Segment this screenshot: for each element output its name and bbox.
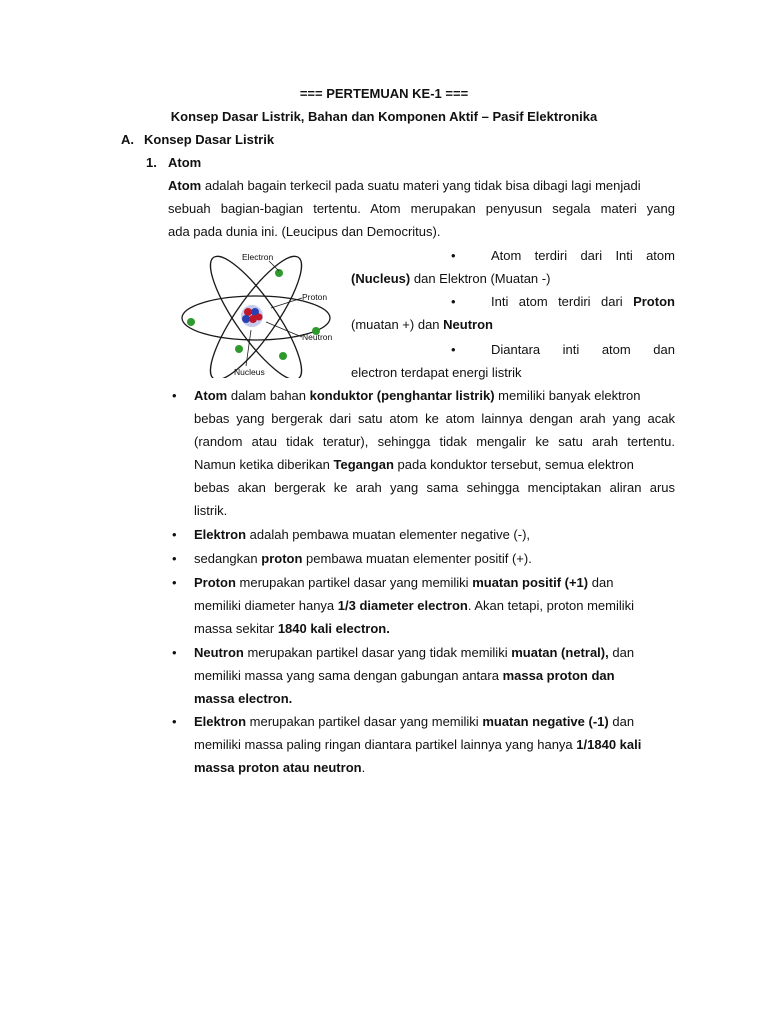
intro-atom-bold: Atom	[168, 178, 202, 193]
nucleus-bold: (Nucleus)	[351, 271, 411, 286]
t: Namun ketika diberikan	[194, 457, 330, 472]
b: Elektron	[194, 527, 247, 542]
b: konduktor (penghantar listrik)	[309, 388, 495, 403]
bullet-1-line-2: bebas yang bergerak dari satu atom ke atom lainnya dengan arah yang acak	[194, 411, 675, 426]
b: muatan positif (+1)	[472, 575, 589, 590]
side-bullet-3-line-1	[491, 341, 675, 359]
electron-dot-1	[275, 269, 283, 277]
bullet-4-line-2	[194, 597, 675, 615]
t: merupakan partikel dasar yang memiliki	[239, 575, 469, 590]
b: muatan negative (-1)	[482, 714, 609, 729]
electron-dot-5	[235, 345, 243, 353]
t: memiliki massa paling ringan diantara partikel lainnya yang hanya	[194, 737, 573, 752]
neutron-bold: Neutron	[443, 317, 493, 332]
t: merupakan partikel dasar yang tidak memiliki	[247, 645, 508, 660]
t: dan Elektron (Muatan -)	[413, 271, 551, 286]
t: sedangkan	[194, 551, 258, 566]
side-bullet-3-dot: •	[451, 342, 456, 357]
b: Atom	[194, 388, 228, 403]
section-title: Konsep Dasar Listrik	[144, 132, 275, 147]
bullet-4-line-3	[194, 620, 390, 638]
w: dan	[653, 342, 675, 357]
nucleus	[241, 305, 263, 327]
page-subtitle: Konsep Dasar Listrik, Bahan dan Komponen Aktif – Pasif Elektronika	[170, 109, 598, 124]
b: Neutron	[194, 645, 244, 660]
w: dari	[580, 248, 603, 263]
b: Proton	[194, 575, 236, 590]
w: Diantara	[491, 342, 541, 357]
bullet-3-line-1	[194, 550, 532, 568]
t: pada konduktor tersebut, semua elektron	[397, 457, 634, 472]
intro-line-1	[168, 177, 675, 195]
electron-dot-2	[187, 318, 195, 326]
t: pembawa muatan elementer positif (+).	[306, 551, 532, 566]
side-bullet-3-line-2: electron terdapat energi listrik	[351, 365, 522, 380]
t: .	[361, 760, 366, 775]
side-bullet-2-line-1	[491, 293, 675, 311]
bullet-1-line-1	[194, 387, 675, 405]
b: muatan (netral),	[511, 645, 609, 660]
b: massa proton dan	[502, 668, 615, 683]
bullet-6-dot: •	[172, 714, 177, 729]
label-neutron: Neutron	[302, 332, 333, 342]
t: dan	[612, 645, 635, 660]
w: dari	[600, 294, 623, 309]
leader-line-nucleus	[246, 330, 251, 366]
subsection-title: Atom	[168, 155, 202, 170]
bullet-2-line-1	[194, 526, 530, 544]
w: Atom	[491, 248, 522, 263]
side-bullet-2-dot: •	[451, 294, 456, 309]
bullet-6-line-1	[194, 713, 675, 731]
t: memiliki massa yang sama dengan gabungan antara	[194, 668, 499, 683]
b: 1/1840 kali	[576, 737, 642, 752]
bullet-1-dot: •	[172, 388, 177, 403]
bullet-5-line-1	[194, 644, 675, 662]
t: dan	[612, 714, 635, 729]
proton-bold: Proton	[633, 294, 675, 309]
label-proton: Proton	[302, 292, 328, 302]
w: terdiri	[558, 294, 591, 309]
proton-ball-1	[244, 308, 252, 316]
bullet-6-line-2	[194, 736, 675, 754]
intro-line-3: ada pada dunia ini. (Leucipus dan Democritus).	[168, 224, 441, 239]
t: . Akan tetapi, proton memiliki	[467, 598, 635, 613]
b: massa proton atau neutron	[194, 760, 362, 775]
subsection-number: 1.	[146, 155, 157, 170]
b: 1840 kali electron.	[277, 621, 390, 636]
t: dan	[591, 575, 614, 590]
bullet-4-dot: •	[172, 575, 177, 590]
t: adalah pembawa muatan elementer negative (-),	[249, 527, 531, 542]
t: merupakan partikel dasar yang memiliki	[249, 714, 479, 729]
bullet-4-line-1	[194, 574, 675, 592]
atom-diagram	[176, 246, 346, 378]
w: inti	[562, 342, 580, 357]
neutron-ball-2	[242, 315, 250, 323]
b: 1/3 diameter electron	[337, 598, 468, 613]
t: massa sekitar	[194, 621, 275, 636]
bullet-1-line-6: listrik.	[194, 503, 228, 518]
side-bullet-2-line-2	[351, 316, 493, 334]
page-title: === PERTEMUAN KE-1 ===	[299, 86, 469, 101]
side-bullet-1-dot: •	[451, 248, 456, 263]
side-bullet-1-line-2	[351, 270, 550, 288]
t: dalam bahan	[230, 388, 307, 403]
intro-line-2: sebuah bagian-bagian tertentu. Atom merupakan penyusun segala materi yang	[168, 201, 675, 216]
section-letter: A.	[121, 132, 134, 147]
label-electron: Electron	[242, 252, 274, 262]
b: Tegangan	[333, 457, 394, 472]
t: memiliki banyak elektron	[498, 388, 641, 403]
proton-ball-3	[256, 314, 263, 321]
w: Inti	[615, 248, 633, 263]
bullet-1-line-3: (random atau tidak teratur), sehingga tidak mengalir ke satu arah tertentu.	[194, 434, 675, 449]
bullet-5-dot: •	[172, 645, 177, 660]
intro-l1-text: adalah bagain terkecil pada suatu materi yang tidak bisa dibagi lagi menjadi	[204, 178, 641, 193]
w: atom	[518, 294, 548, 309]
t: (muatan +) dan	[351, 317, 440, 332]
bullet-6-line-3	[194, 759, 365, 777]
leader-line-electron	[269, 261, 279, 271]
bullet-3-dot: •	[172, 551, 177, 566]
bullet-1-line-5: bebas akan bergerak ke arah yang sama sehingga menciptakan aliran arus	[194, 480, 675, 495]
w: atom	[646, 248, 675, 263]
t: memiliki diameter hanya	[194, 598, 335, 613]
w: terdiri	[534, 248, 568, 263]
label-nucleus: Nucleus	[234, 367, 265, 377]
bullet-1-line-4	[194, 456, 675, 474]
w: Inti	[491, 294, 509, 309]
b: Elektron	[194, 714, 247, 729]
electron-dot-4	[279, 352, 287, 360]
side-bullet-1-line-1	[491, 247, 675, 265]
b: massa electron.	[194, 691, 293, 706]
bullet-5-line-2	[194, 667, 675, 685]
b: proton	[261, 551, 303, 566]
bullet-5-line-3	[194, 690, 292, 708]
w: atom	[601, 342, 631, 357]
bullet-2-dot: •	[172, 527, 177, 542]
